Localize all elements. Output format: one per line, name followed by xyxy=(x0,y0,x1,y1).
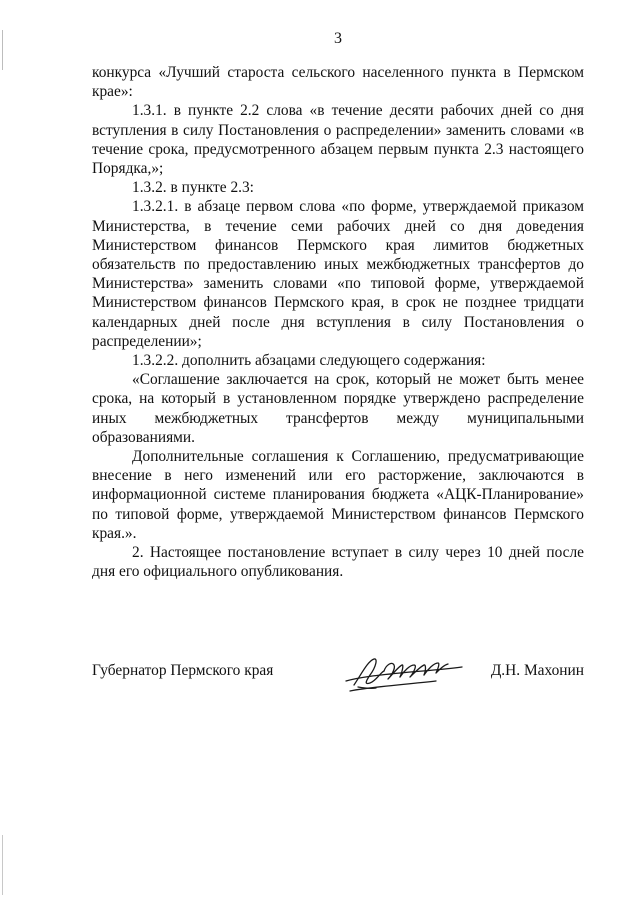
scan-edge-mark xyxy=(2,835,3,895)
paragraph-continuation: конкурса «Лучший староста сельского населенного пункта в Пермском крае»: xyxy=(92,64,584,101)
paragraph-1-3-2-1: 1.3.2.1. в абзаце первом слова «по форме, утверждаемой приказом Министерства, в течение семи рабочих дней со дня доведения Министерством финансов Пермского края лимитов бюджетных обязательств по предоставлению иных межбюджетных трансфертов до Министерства» заменить словами «по типовой форме, утверждаемой Министерством финансов Пермского края, в срок не позднее тридцати календарных дней после дня вступления в силу Постановления о распределении»; xyxy=(92,198,584,350)
signature-block xyxy=(92,651,584,701)
paragraph-1-3-2: 1.3.2. в пункте 2.3: xyxy=(132,179,254,197)
paragraph-1-3-1: 1.3.1. в пункте 2.2 слова «в течение десяти рабочих дней со дня вступления в силу Постановления о распределении» заменить словами «в течение срока, предусмотренного абзацем первым пункта 2.3 настоящего Порядка,»; xyxy=(92,102,584,178)
signatory-name: Д.Н. Махонин xyxy=(490,662,584,679)
paragraph-agreement-term: «Соглашение заключается на срок, который не может быть менее срока, на который в установленном порядке утверждено распределение иных межбюджетных трансфертов между муниципальными образованиями. xyxy=(92,371,584,446)
paragraph-effective-date: 2. Настоящее постановление вступает в силу через 10 дней после дня его официального опубликования. xyxy=(92,544,584,581)
handwritten-signature xyxy=(340,651,468,695)
document-body xyxy=(92,63,584,581)
page-number: 3 xyxy=(334,30,342,47)
paragraph-1-3-2-2: 1.3.2.2. дополнить абзацами следующего содержания: xyxy=(132,352,486,370)
paragraph-additional-agreements: Дополнительные соглашения к Соглашению, предусматривающие внесение в него изменений или его расторжение, заключаются в информационной системе планирования бюджета «АЦК-Планирование» по типовой форме, утверждаемой Министерством финансов Пермского края.». xyxy=(92,448,584,542)
signatory-title: Губернатор Пермского края xyxy=(92,662,274,679)
